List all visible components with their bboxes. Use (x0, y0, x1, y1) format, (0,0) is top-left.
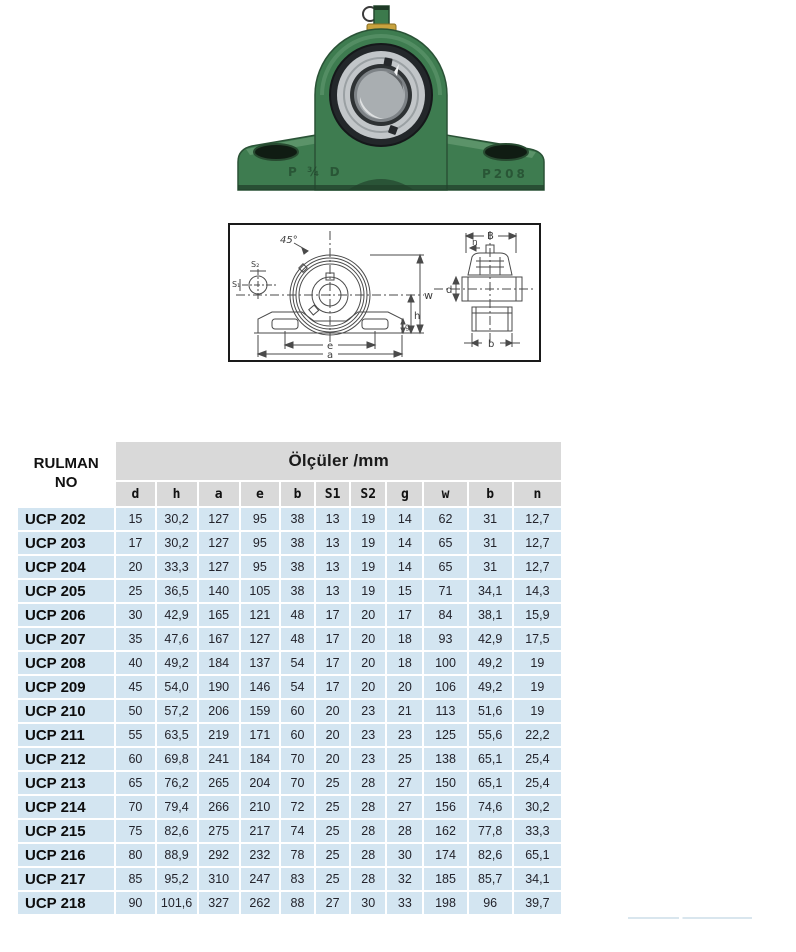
dimension-cell: 20 (316, 700, 349, 722)
dimension-cell: 127 (241, 628, 279, 650)
table-row (18, 796, 561, 818)
embossed-marking-left: P ¾ D (288, 165, 343, 179)
dimension-cell: 95,2 (157, 868, 197, 890)
dimension-cell: 25 (316, 796, 349, 818)
dimension-cell: 49,2 (157, 652, 197, 674)
dimension-cell: 33,3 (514, 820, 561, 842)
dimension-cell: 42,9 (157, 604, 197, 626)
dimension-cell: 21 (387, 700, 422, 722)
dimension-table-wrap (16, 440, 563, 916)
dimension-cell: 74 (281, 820, 314, 842)
dimension-cell: 31 (469, 556, 512, 578)
dimension-cell: 38 (281, 508, 314, 530)
bearing-insert (330, 44, 432, 146)
dimension-cell: 167 (199, 628, 239, 650)
dimension-cell: 140 (199, 580, 239, 602)
dimension-cell: 28 (351, 796, 385, 818)
dimension-cell: 27 (387, 796, 422, 818)
table-row (18, 724, 561, 746)
dimension-cell: 95 (241, 532, 279, 554)
column-header-d-0: d (116, 482, 154, 506)
dimension-cell: 19 (514, 676, 561, 698)
column-header-w-8: w (424, 482, 466, 506)
dimension-cell: 65,1 (469, 748, 512, 770)
dimension-cell: 13 (316, 508, 349, 530)
dimension-cell: 71 (424, 580, 466, 602)
dimension-cell: 85 (116, 868, 154, 890)
table-row (18, 676, 561, 698)
dimension-cell: 25 (316, 772, 349, 794)
dimension-cell: 78 (281, 844, 314, 866)
product-photo (236, 2, 548, 194)
dimension-cell: 54,0 (157, 676, 197, 698)
dimension-cell: 38,1 (469, 604, 512, 626)
dimension-cell: 217 (241, 820, 279, 842)
dimension-cell: 165 (199, 604, 239, 626)
bearing-no: UCP 213 (18, 772, 114, 794)
dimension-cell: 60 (281, 700, 314, 722)
dimension-cell: 265 (199, 772, 239, 794)
dimension-cell: 25 (316, 820, 349, 842)
dimension-cell: 25,4 (514, 772, 561, 794)
dimension-cell: 70 (281, 748, 314, 770)
dimension-cell: 327 (199, 892, 239, 914)
pillow-block-bearing-photo (236, 2, 548, 194)
dimension-cell: 12,7 (514, 556, 561, 578)
dimension-cell: 96 (469, 892, 512, 914)
dimension-cell: 30,2 (157, 532, 197, 554)
bearing-no: UCP 207 (18, 628, 114, 650)
table-row (18, 820, 561, 842)
table-row (18, 652, 561, 674)
bearing-no: UCP 202 (18, 508, 114, 530)
dimension-cell: 184 (241, 748, 279, 770)
dimension-cell: 48 (281, 604, 314, 626)
table-row (18, 868, 561, 890)
dimension-cell: 31 (469, 532, 512, 554)
dimension-cell: 84 (424, 604, 466, 626)
dimension-cell: 33,3 (157, 556, 197, 578)
column-header-s1-5: S1 (316, 482, 349, 506)
dimension-cell: 33 (387, 892, 422, 914)
dimension-cell: 57,2 (157, 700, 197, 722)
table-row (18, 892, 561, 914)
dimension-cell: 13 (316, 556, 349, 578)
w-label: w (424, 289, 433, 302)
dimension-cell: 14 (387, 556, 422, 578)
dimension-cell: 28 (351, 772, 385, 794)
dimension-cell: 17 (387, 604, 422, 626)
table-row (18, 604, 561, 626)
table-row (18, 580, 561, 602)
dimension-cell: 17 (316, 676, 349, 698)
dimension-cell: 82,6 (469, 844, 512, 866)
embossed-marking-right: P208 (482, 167, 528, 181)
dimension-cell: 90 (116, 892, 154, 914)
dimension-cell: 12,7 (514, 532, 561, 554)
column-header-h-1: h (157, 482, 197, 506)
dimension-cell: 30 (351, 892, 385, 914)
bearing-no: UCP 206 (18, 604, 114, 626)
dimension-cell: 69,8 (157, 748, 197, 770)
dimension-cell: 54 (281, 652, 314, 674)
dimension-cell: 30,2 (514, 796, 561, 818)
table-row (18, 700, 561, 722)
technical-drawing (228, 223, 541, 362)
bolt-slot-left (254, 144, 298, 160)
dimension-cell: 310 (199, 868, 239, 890)
dimension-cell: 127 (199, 556, 239, 578)
dimension-cell: 20 (316, 748, 349, 770)
bearing-no: UCP 216 (18, 844, 114, 866)
dimension-cell: 34,1 (514, 868, 561, 890)
dimension-cell: 150 (424, 772, 466, 794)
dimension-cell: 15 (116, 508, 154, 530)
dimension-cell: 38 (281, 580, 314, 602)
dimension-cell: 27 (316, 892, 349, 914)
dimension-cell: 20 (116, 556, 154, 578)
dimension-cell: 38 (281, 556, 314, 578)
a-label: a (327, 350, 334, 361)
dimension-cell: 17 (316, 652, 349, 674)
dimension-cell: 65 (116, 772, 154, 794)
dimension-cell: 23 (387, 724, 422, 746)
dimension-cell: 70 (281, 772, 314, 794)
dimension-cell: 232 (241, 844, 279, 866)
dimension-cell: 54 (281, 676, 314, 698)
s2-label: S₂ (251, 260, 260, 269)
dimension-cell: 17,5 (514, 628, 561, 650)
column-header-g-7: g (387, 482, 422, 506)
B-label: B (487, 231, 494, 242)
column-header-e-3: e (241, 482, 279, 506)
dimension-table (16, 440, 563, 916)
dimension-cell: 210 (241, 796, 279, 818)
dimension-cell: 55,6 (469, 724, 512, 746)
dimension-cell: 185 (424, 868, 466, 890)
dimension-cell: 48 (281, 628, 314, 650)
dimension-cell: 80 (116, 844, 154, 866)
stray-table-border (628, 917, 752, 919)
dimension-cell: 88,9 (157, 844, 197, 866)
dimension-drawing (228, 223, 541, 362)
dimension-cell: 266 (199, 796, 239, 818)
dimension-cell: 25,4 (514, 748, 561, 770)
dimension-cell: 190 (199, 676, 239, 698)
dimension-cell: 23 (351, 724, 385, 746)
table-row (18, 748, 561, 770)
dimension-cell: 113 (424, 700, 466, 722)
dimension-cell: 28 (351, 868, 385, 890)
dimension-cell: 19 (514, 700, 561, 722)
dimension-cell: 121 (241, 604, 279, 626)
dimension-cell: 28 (351, 844, 385, 866)
table-row (18, 556, 561, 578)
dimension-cell: 20 (316, 724, 349, 746)
dimension-cell: 27 (387, 772, 422, 794)
dimension-cell: 63,5 (157, 724, 197, 746)
dimension-cell: 28 (387, 820, 422, 842)
s1-label: S₁ (232, 280, 241, 289)
dimension-cell: 19 (351, 508, 385, 530)
dimension-cell: 125 (424, 724, 466, 746)
dimension-cell: 65 (424, 532, 466, 554)
dimension-cell: 32 (387, 868, 422, 890)
dimension-cell: 19 (351, 532, 385, 554)
row-header-line1: RULMAN (33, 455, 99, 473)
table-row (18, 844, 561, 866)
dimension-cell: 174 (424, 844, 466, 866)
column-header-b-4: b (281, 482, 314, 506)
dimension-cell: 82,6 (157, 820, 197, 842)
bearing-no: UCP 214 (18, 796, 114, 818)
dimension-cell: 95 (241, 508, 279, 530)
dimension-cell: 219 (199, 724, 239, 746)
dimension-cell: 23 (351, 700, 385, 722)
angle-label: 45° (280, 235, 298, 246)
h-label: h (414, 311, 421, 322)
d-label: d (446, 285, 453, 296)
bolt-slot-right (484, 144, 528, 160)
dimension-cell: 18 (387, 628, 422, 650)
dimension-cell: 30,2 (157, 508, 197, 530)
dimension-cell: 138 (424, 748, 466, 770)
dimension-cell: 156 (424, 796, 466, 818)
column-header-n-10: n (514, 482, 561, 506)
dimension-cell: 19 (351, 556, 385, 578)
dimension-cell: 50 (116, 700, 154, 722)
dimension-cell: 45 (116, 676, 154, 698)
dimension-cell: 15,9 (514, 604, 561, 626)
dimension-cell: 65,1 (514, 844, 561, 866)
bearing-no: UCP 217 (18, 868, 114, 890)
dimension-cell: 101,6 (157, 892, 197, 914)
dimension-cell: 146 (241, 676, 279, 698)
dimension-cell: 60 (116, 748, 154, 770)
dimension-cell: 25 (316, 844, 349, 866)
dimension-cell: 83 (281, 868, 314, 890)
dimension-cell: 19 (514, 652, 561, 674)
dimension-cell: 13 (316, 532, 349, 554)
dimension-cell: 20 (351, 604, 385, 626)
dimension-cell: 127 (199, 532, 239, 554)
bearing-no: UCP 215 (18, 820, 114, 842)
set-screw-top (383, 57, 392, 66)
dimension-cell: 31 (469, 508, 512, 530)
dimension-cell: 70 (116, 796, 154, 818)
dimension-cell: 15 (387, 580, 422, 602)
dimension-cell: 25 (116, 580, 154, 602)
table-row (18, 508, 561, 530)
dimension-cell: 241 (199, 748, 239, 770)
dimension-cell: 65 (424, 556, 466, 578)
dimension-cell: 14,3 (514, 580, 561, 602)
dimension-cell: 17 (316, 604, 349, 626)
dimension-cell: 105 (241, 580, 279, 602)
dimension-cell: 171 (241, 724, 279, 746)
dimension-cell: 12,7 (514, 508, 561, 530)
e-label: e (327, 341, 334, 352)
dimension-cell: 88 (281, 892, 314, 914)
table-row (18, 532, 561, 554)
b-label: b (488, 339, 495, 350)
dimension-cell: 19 (351, 580, 385, 602)
dimension-cell: 25 (387, 748, 422, 770)
dimension-cell: 30 (116, 604, 154, 626)
dimension-cell: 247 (241, 868, 279, 890)
dimension-cell: 20 (387, 676, 422, 698)
dimension-cell: 39,7 (514, 892, 561, 914)
dimension-cell: 275 (199, 820, 239, 842)
bearing-no: UCP 204 (18, 556, 114, 578)
dimension-cell: 34,1 (469, 580, 512, 602)
dimension-cell: 79,4 (157, 796, 197, 818)
dimension-cell: 292 (199, 844, 239, 866)
dimension-cell: 23 (351, 748, 385, 770)
dimension-cell: 51,6 (469, 700, 512, 722)
dimension-cell: 184 (199, 652, 239, 674)
bearing-no: UCP 218 (18, 892, 114, 914)
dimension-cell: 13 (316, 580, 349, 602)
dimension-cell: 198 (424, 892, 466, 914)
dimension-cell: 85,7 (469, 868, 512, 890)
n-label: n (472, 238, 478, 248)
bearing-no: UCP 212 (18, 748, 114, 770)
bearing-no: UCP 210 (18, 700, 114, 722)
dimension-cell: 17 (116, 532, 154, 554)
row-header-title (18, 442, 114, 506)
bearing-no: UCP 211 (18, 724, 114, 746)
dimension-cell: 49,2 (469, 676, 512, 698)
dimension-cell: 28 (351, 820, 385, 842)
table-row (18, 628, 561, 650)
dimension-cell: 38 (281, 532, 314, 554)
bearing-no: UCP 209 (18, 676, 114, 698)
dimension-cell: 62 (424, 508, 466, 530)
dimension-cell: 76,2 (157, 772, 197, 794)
dimension-table-body (18, 508, 561, 914)
dimension-cell: 72 (281, 796, 314, 818)
dimension-cell: 262 (241, 892, 279, 914)
row-header-line2: NO (54, 474, 78, 491)
dimension-cell: 18 (387, 652, 422, 674)
dimension-cell: 206 (199, 700, 239, 722)
dimension-cell: 75 (116, 820, 154, 842)
dimension-cell: 47,6 (157, 628, 197, 650)
dimension-cell: 65,1 (469, 772, 512, 794)
dimension-cell: 36,5 (157, 580, 197, 602)
dimension-cell: 60 (281, 724, 314, 746)
dimension-cell: 35 (116, 628, 154, 650)
column-header-a-2: a (199, 482, 239, 506)
dimension-cell: 74,6 (469, 796, 512, 818)
dimension-cell: 204 (241, 772, 279, 794)
dimension-cell: 159 (241, 700, 279, 722)
dimension-cell: 137 (241, 652, 279, 674)
dimension-cell: 14 (387, 532, 422, 554)
dimension-cell: 22,2 (514, 724, 561, 746)
bearing-no: UCP 203 (18, 532, 114, 554)
dimension-cell: 162 (424, 820, 466, 842)
dimension-cell: 20 (351, 676, 385, 698)
dimension-cell: 49,2 (469, 652, 512, 674)
dimension-cell: 14 (387, 508, 422, 530)
column-header-b-9: b (469, 482, 512, 506)
dimension-cell: 93 (424, 628, 466, 650)
bearing-no: UCP 205 (18, 580, 114, 602)
dimension-cell: 42,9 (469, 628, 512, 650)
dimension-cell: 40 (116, 652, 154, 674)
dimension-cell: 30 (387, 844, 422, 866)
dimension-cell: 77,8 (469, 820, 512, 842)
dimension-cell: 100 (424, 652, 466, 674)
group-header: Ölçüler /mm (116, 442, 561, 480)
dimension-cell: 20 (351, 628, 385, 650)
dimension-cell: 20 (351, 652, 385, 674)
g-label: g (405, 322, 411, 331)
column-header-s2-6: S2 (351, 482, 385, 506)
table-row (18, 772, 561, 794)
dimension-cell: 25 (316, 868, 349, 890)
dimension-cell: 106 (424, 676, 466, 698)
dimension-cell: 17 (316, 628, 349, 650)
dimension-cell: 55 (116, 724, 154, 746)
dimension-cell: 95 (241, 556, 279, 578)
bearing-no: UCP 208 (18, 652, 114, 674)
dimension-cell: 127 (199, 508, 239, 530)
